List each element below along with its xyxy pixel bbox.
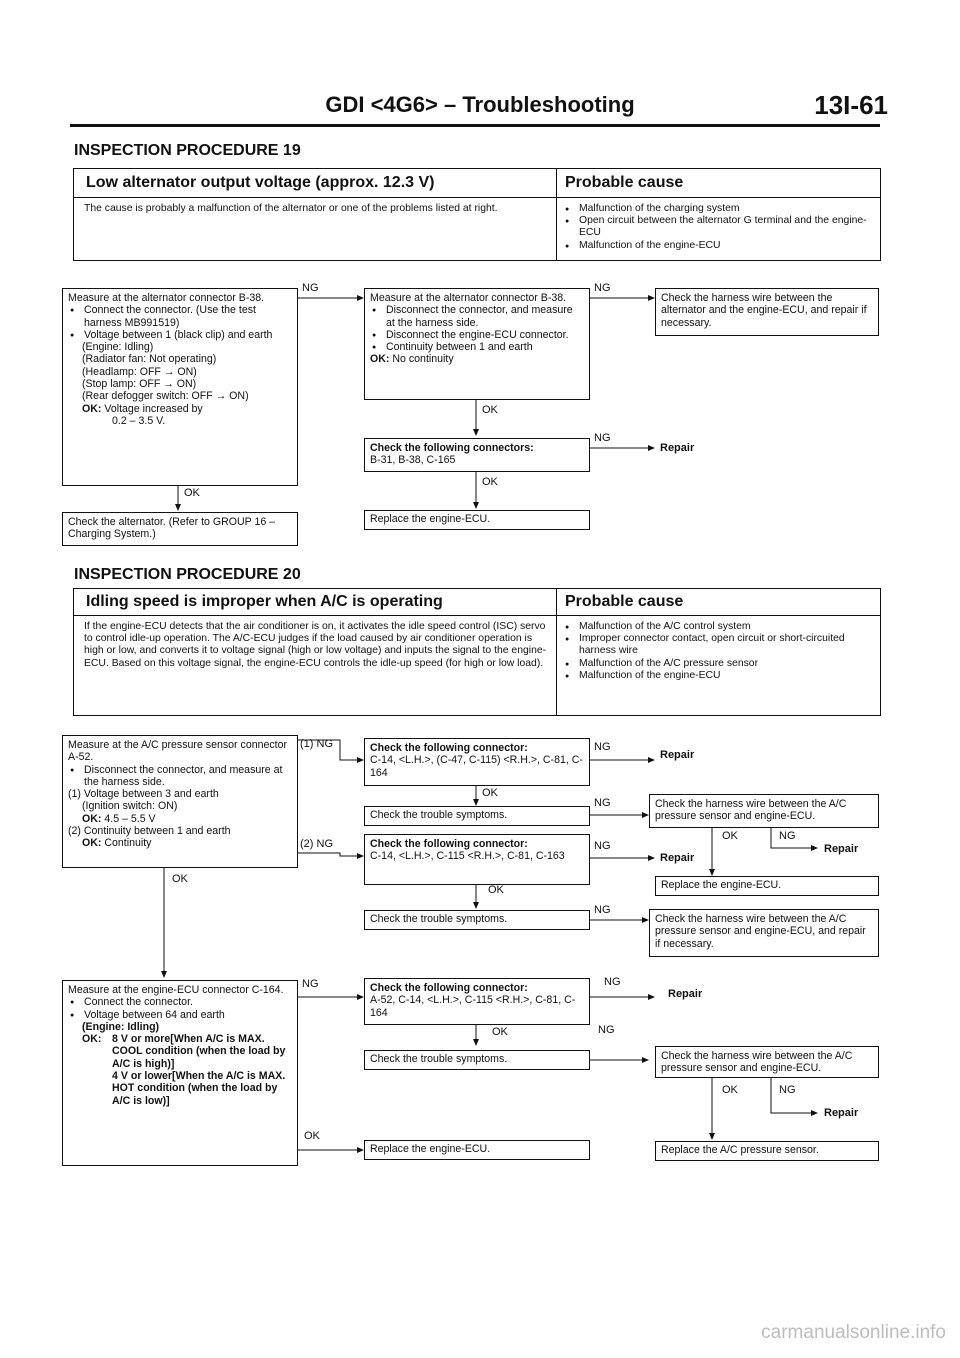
ng-label: NG <box>594 904 611 916</box>
ng-label: NG <box>594 432 611 444</box>
connector-list: B-31, B-38, C-165 <box>370 454 456 467</box>
check-harness-wire-box-3: Check the harness wire between the A/C pressure sensor and engine-ECU. <box>655 1046 879 1078</box>
repair-label: Repair <box>824 1107 859 1119</box>
ng-label: NG <box>598 1024 615 1036</box>
box-heading: Check the following connector: <box>370 982 528 994</box>
measure-alternator-harness-box <box>364 288 590 400</box>
list-item: ● Connect the connector. (Use the test harness MB991519) <box>68 304 292 329</box>
ok-label: OK <box>482 404 498 416</box>
list-item: ● Open circuit between the alternator G terminal and the engine-ECU <box>563 215 873 239</box>
condition: (Stop lamp: OFF → ON) <box>82 378 197 391</box>
check-harness-wire-box-1: Check the harness wire between the A/C pressure sensor and engine-ECU. <box>649 794 879 828</box>
step-list <box>370 304 584 353</box>
list-item: ● Voltage between 1 (black clip) and earth <box>68 329 292 341</box>
list-item: ● Malfunction of the engine-ECU <box>563 670 873 682</box>
table-divider <box>74 615 880 616</box>
check-harness-wire-box-2: Check the harness wire between the A/C pressure sensor and engine-ECU, and repair if necessary. <box>649 909 879 957</box>
ok-label: OK <box>184 487 200 499</box>
ok-label: OK <box>172 873 188 885</box>
condition: (Rear defogger switch: OFF → ON) <box>82 390 249 403</box>
probable-cause-list <box>563 621 873 682</box>
symptom-title: Low alternator output voltage (approx. 12.3 V) <box>86 174 435 191</box>
ng-label: NG <box>594 797 611 809</box>
symptom-title: Idling speed is improper when A/C is operating <box>86 593 443 610</box>
box-heading: Check the following connectors: <box>370 442 534 454</box>
list-item: ● Malfunction of the engine-ECU <box>563 240 873 252</box>
check-trouble-symptoms-box-1: Check the trouble symptoms. <box>364 806 590 826</box>
condition: (Radiator fan: Not operating) <box>82 353 217 366</box>
check-connector-box-3 <box>364 978 590 1025</box>
list-item: ● Malfunction of the A/C pressure sensor <box>563 658 873 670</box>
ng-label: NG <box>302 978 319 990</box>
box-heading: Check the following connector: <box>370 742 528 754</box>
watermark: carmanualsonline.info <box>761 1322 946 1343</box>
box-heading: Measure at the alternator connector B-38. <box>370 292 567 304</box>
ng-label: NG <box>594 282 611 294</box>
connector-list: C-14, <L.H.>, (C-47, C-115) <R.H.>, C-81, C-164 <box>370 754 583 779</box>
connector-list: C-14, <L.H.>, C-115 <R.H.>, C-81, C-163 <box>370 850 565 863</box>
ng-label: NG <box>302 282 319 294</box>
procedure-20-title: INSPECTION PROCEDURE 20 <box>74 566 301 583</box>
repair-label: Repair <box>824 843 859 855</box>
measure-alternator-connector-box <box>62 288 298 486</box>
list-item: ● Disconnect the connector, and measure at the harness side. <box>68 764 292 789</box>
ok-label: OK: <box>82 1033 102 1046</box>
ok-value: 4 V or lower[When the A/C is MAX. HOT condition (when the load by A/C is low)] <box>112 1070 286 1107</box>
box-heading: Check the following connector: <box>370 838 528 850</box>
symptom-description: The cause is probably a malfunction of the alternator or one of the problems listed at right. <box>84 203 498 214</box>
list-item: ● Continuity between 1 and earth <box>370 341 584 353</box>
repair-label: Repair <box>660 442 695 454</box>
ok-label: OK: <box>370 353 390 366</box>
ng-label: NG <box>604 976 621 988</box>
repair-label: Repair <box>660 852 695 864</box>
ok-label: OK: <box>82 837 102 850</box>
repair-label: Repair <box>660 749 695 761</box>
repair-label: Repair <box>668 988 703 1000</box>
check-trouble-symptoms-box-2: Check the trouble symptoms. <box>364 910 590 930</box>
check-harness-wire-box: Check the harness wire between the alternator and the engine-ECU, and repair if necessary. <box>655 288 879 336</box>
step-list <box>68 764 292 789</box>
ok-value: 0.2 – 3.5 V. <box>112 414 166 427</box>
ok-label: OK <box>482 787 498 799</box>
ok-label: OK: <box>82 812 102 825</box>
ng-label: NG <box>779 1084 796 1096</box>
condition: (Engine: Idling) <box>82 1020 160 1033</box>
list-item: ● Disconnect the connector, and measure at the harness side. <box>370 304 584 329</box>
ok-value: No continuity <box>392 353 454 366</box>
check-connector-box-1 <box>364 738 590 786</box>
probable-cause-header: Probable cause <box>565 174 684 191</box>
measure-engine-ecu-box <box>62 980 298 1166</box>
ok-label: OK <box>492 1026 508 1038</box>
condition: (Headlamp: OFF → ON) <box>82 365 197 378</box>
ok-label: OK <box>482 476 498 488</box>
ok-value: 8 V or more[When A/C is MAX. COOL condition (when the load by A/C is high)] <box>112 1033 286 1070</box>
list-item: ● Disconnect the engine-ECU connector. <box>370 329 584 341</box>
box-heading: Measure at the engine-ECU connector C-164. <box>68 984 284 996</box>
check-alternator-box: Check the alternator. (Refer to GROUP 16 – Charging System.) <box>62 512 298 546</box>
measure-pressure-sensor-box <box>62 735 298 868</box>
ok-label: OK <box>488 884 504 896</box>
list-item: ● Improper connector contact, open circuit or short-circuited harness wire <box>563 633 873 657</box>
replace-engine-ecu-box-2: Replace the engine-ECU. <box>364 1140 590 1160</box>
procedure-19-title: INSPECTION PROCEDURE 19 <box>74 142 301 159</box>
symptom-description: If the engine-ECU detects that the air conditioner is on, it activates the idle speed control (ISC) servo to control idle-up operation. The A/C-ECU judges if the load caused by air conditioner operation is high or low, and converts it to voltage signal (high or low voltage) and inputs the signal to the engine-ECU. Based on this voltage signal, the engine-ECU controls the idle-up speed (for high or low load). <box>84 621 547 669</box>
replace-pressure-sensor-box: Replace the A/C pressure sensor. <box>655 1141 879 1161</box>
condition: (Ignition switch: ON) <box>82 800 178 813</box>
sub-step: (1) Voltage between 3 and earth <box>68 788 219 801</box>
connector-list: A-52, C-14, <L.H.>, C-115 <R.H.>, C-81, C-164 <box>370 994 576 1019</box>
ng-label: (2) NG <box>300 838 333 850</box>
ng-label: (1) NG <box>300 738 333 750</box>
box-heading: Measure at the alternator connector B-38. <box>68 292 265 304</box>
ok-value: Continuity <box>104 837 152 850</box>
check-connectors-box <box>364 438 590 472</box>
step-list <box>68 304 292 341</box>
ok-label: OK <box>722 830 738 842</box>
sub-step: (2) Continuity between 1 and earth <box>68 825 231 838</box>
list-item: ● Voltage between 64 and earth <box>68 1009 292 1021</box>
condition: (Engine: Idling) <box>82 341 154 354</box>
ok-label: OK <box>722 1084 738 1096</box>
check-connector-box-2 <box>364 834 590 885</box>
check-trouble-symptoms-box-3: Check the trouble symptoms. <box>364 1050 590 1070</box>
list-item: ● Connect the connector. <box>68 996 292 1008</box>
list-item: ● Malfunction of the charging system <box>563 203 873 215</box>
ng-label: NG <box>594 840 611 852</box>
ng-label: NG <box>779 830 796 842</box>
probable-cause-header: Probable cause <box>565 593 684 610</box>
ng-label: NG <box>594 741 611 753</box>
ok-value: Voltage increased by <box>104 402 203 415</box>
box-heading: Measure at the A/C pressure sensor connector A-52. <box>68 739 288 764</box>
header-title: GDI <4G6> – Troubleshooting <box>325 92 635 117</box>
table-divider <box>556 589 557 715</box>
ok-label: OK <box>304 1130 320 1142</box>
ok-value: 4.5 – 5.5 V <box>104 812 156 825</box>
list-item: ● Malfunction of the A/C control system <box>563 621 873 633</box>
ok-label: OK: <box>82 402 102 415</box>
page-number: 13I-61 <box>814 90 888 120</box>
replace-engine-ecu-box: Replace the engine-ECU. <box>364 510 590 530</box>
replace-engine-ecu-box-1: Replace the engine-ECU. <box>655 876 879 896</box>
step-list <box>68 996 292 1021</box>
procedure-20-table <box>73 588 881 716</box>
